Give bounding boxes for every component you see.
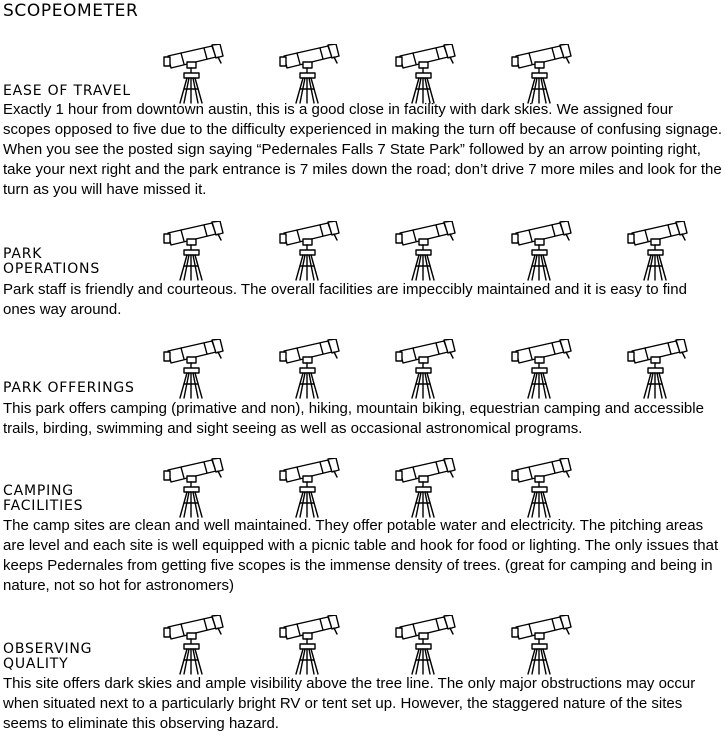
telescope-icon <box>163 458 225 518</box>
telescope-icon <box>395 615 457 675</box>
telescope-icon <box>395 458 457 518</box>
section-title: OBSERVING QUALITY <box>3 641 93 672</box>
telescope-icon <box>511 339 573 399</box>
telescope-icon <box>279 339 341 399</box>
section-body: The camp sites are clean and well maintained. They offer potable water and electricity. The pitching areas are level and each site is well equipped with a picnic table and hook for food or lighting. The only issues that keeps Pedernales from getting five scopes is the immense density of trees. (great for camping and being in nature, not so hot for astronomers) <box>3 517 719 594</box>
page-title: SCOPEOMETER <box>3 1 139 21</box>
telescope-icon <box>395 339 457 399</box>
section-title: PARK OFFERINGS <box>3 380 135 396</box>
telescope-icon <box>511 44 573 104</box>
telescope-icon <box>395 44 457 104</box>
scope-rating <box>0 615 725 677</box>
section-body: Park staff is friendly and courteous. The overall facilities are impeccibly maintained and it is easy to find ones way around. <box>3 281 687 318</box>
telescope-icon <box>511 615 573 675</box>
telescope-icon <box>279 458 341 518</box>
telescope-icon <box>511 458 573 518</box>
telescope-icon <box>163 339 225 399</box>
section-title: EASE OF TRAVEL <box>3 83 131 99</box>
section-title: PARK OPERATIONS <box>3 246 101 277</box>
telescope-icon <box>163 615 225 675</box>
telescope-icon <box>163 221 225 281</box>
telescope-icon <box>279 615 341 675</box>
telescope-icon <box>627 221 689 281</box>
section-body: This site offers dark skies and ample visibility above the tree line. The only major obstructions may occur when situated next to a particularly bright RV or tent set up. However, the staggered nature of the sites seems to eliminate this observing hazard. <box>3 675 696 732</box>
scope-rating <box>0 221 725 283</box>
scope-rating <box>0 458 725 520</box>
telescope-icon <box>395 221 457 281</box>
section-body: This park offers camping (primative and non), hiking, mountain biking, equestrian camping and accessible trails, birding, swimming and sight seeing as well as occasional astronomical programs. <box>3 400 704 437</box>
telescope-icon <box>511 221 573 281</box>
telescope-icon <box>279 221 341 281</box>
telescope-icon <box>163 44 225 104</box>
telescope-icon <box>627 339 689 399</box>
section-body: Exactly 1 hour from downtown austin, this is a good close in facility with dark skies. We assigned four scopes opposed to five due to the difficulty experienced in making the turn off because of confusing signage. When you see the posted sign saying “Pedernales Falls 7 State Park” followed by an arrow pointing right, take your next right and the park entrance is 7 miles down the road; don’t drive 7 more miles and look for the turn as you will have missed it. <box>3 101 723 198</box>
section-title: CAMPING FACILITIES <box>3 483 84 514</box>
telescope-icon <box>279 44 341 104</box>
